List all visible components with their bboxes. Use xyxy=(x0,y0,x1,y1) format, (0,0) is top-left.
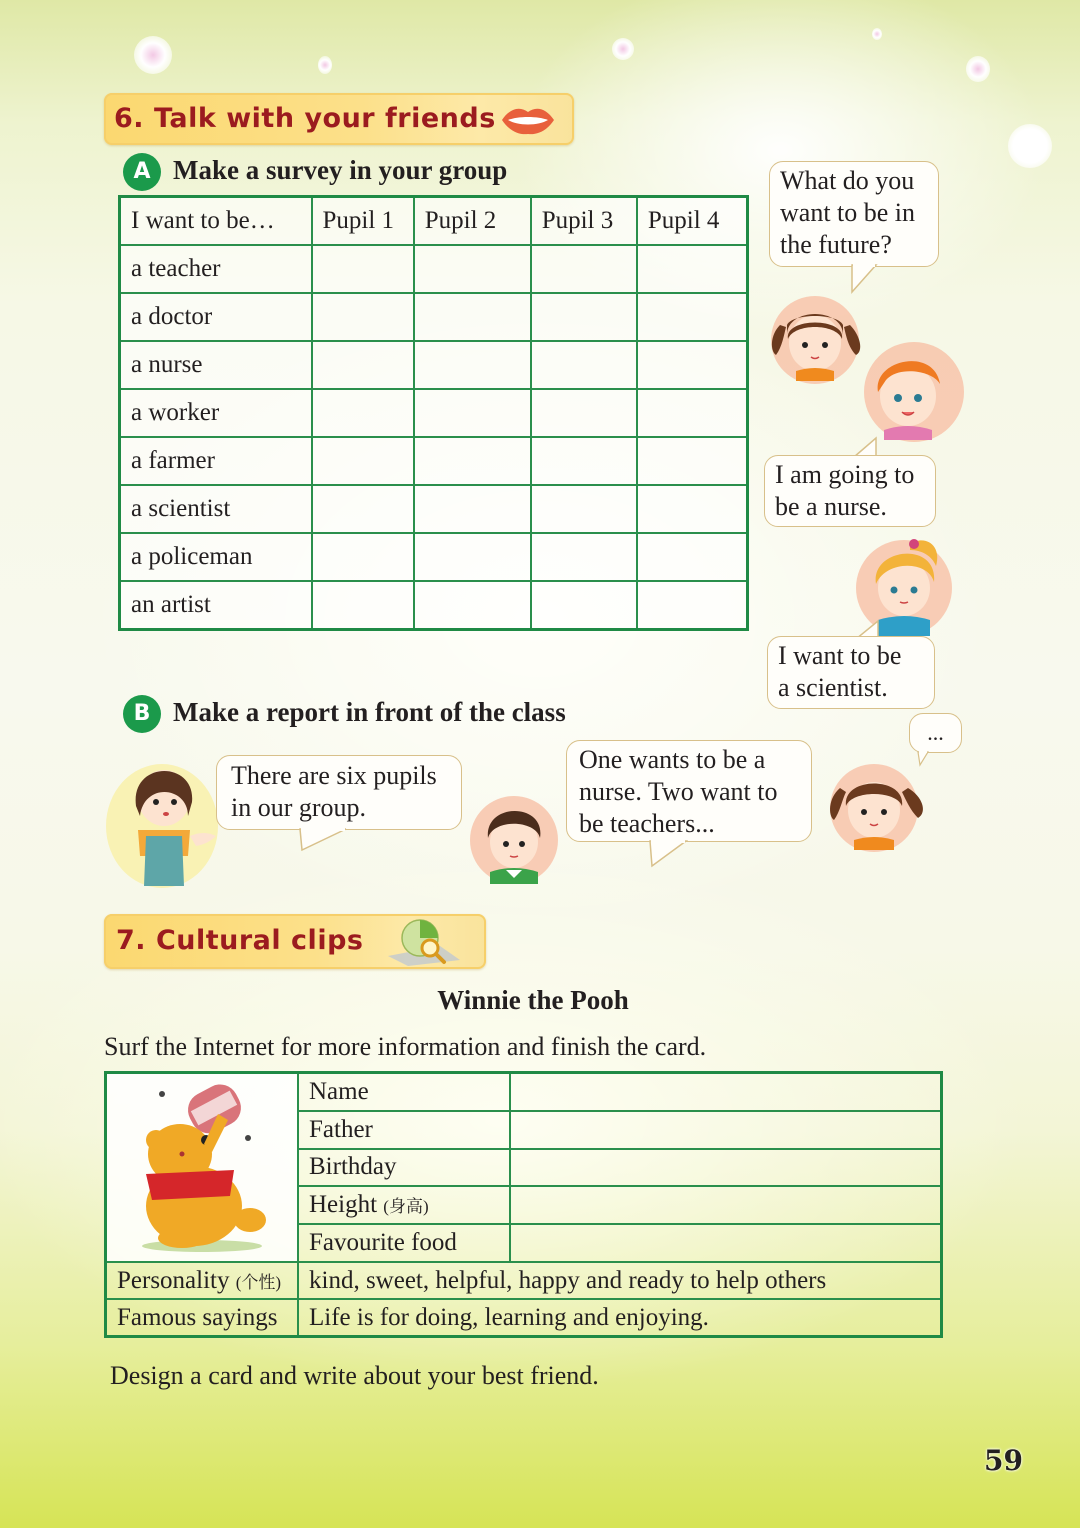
survey-blank-cell[interactable] xyxy=(637,245,748,293)
survey-row xyxy=(120,341,748,389)
section-6-title: 6. Talk with your friends xyxy=(114,103,496,134)
survey-blank-cell[interactable] xyxy=(531,245,637,293)
card-field-label: Father xyxy=(298,1111,510,1149)
survey-row xyxy=(120,437,748,485)
survey-blank-cell[interactable] xyxy=(531,485,637,533)
card-field-label: Name xyxy=(298,1073,510,1111)
survey-blank-cell[interactable] xyxy=(531,581,637,630)
height-label: Height xyxy=(309,1191,378,1219)
survey-blank-cell[interactable] xyxy=(637,533,748,581)
survey-blank-cell[interactable] xyxy=(414,437,531,485)
survey-blank-cell[interactable] xyxy=(312,581,414,630)
lips-icon xyxy=(500,104,556,136)
occupation-cell: a doctor xyxy=(120,293,312,341)
bubble-line: I am going to xyxy=(775,460,915,489)
speech-bubble-report xyxy=(566,740,812,842)
personality-label-cn: (个性) xyxy=(235,1272,282,1292)
occupation-cell: an artist xyxy=(120,581,312,630)
bubble-line: be teachers... xyxy=(579,809,715,838)
survey-blank-cell[interactable] xyxy=(637,437,748,485)
survey-blank-cell[interactable] xyxy=(312,533,414,581)
occupation-cell: a scientist xyxy=(120,485,312,533)
survey-blank-cell[interactable] xyxy=(637,485,748,533)
survey-blank-cell[interactable] xyxy=(531,341,637,389)
survey-header: I want to be… xyxy=(120,197,312,246)
part-b-badge: B xyxy=(123,695,161,733)
footer-task: Design a card and write about your best friend. xyxy=(110,1361,599,1390)
personality-label: Personality xyxy=(117,1266,230,1294)
survey-row xyxy=(120,245,748,293)
survey-row xyxy=(120,293,748,341)
bubble-line: in our group. xyxy=(231,793,367,822)
survey-header-row xyxy=(120,197,748,246)
occupation-cell: a teacher xyxy=(120,245,312,293)
survey-blank-cell[interactable] xyxy=(414,341,531,389)
sayings-value: Life is for doing, learning and enjoying. xyxy=(298,1299,942,1337)
girl-avatar xyxy=(818,758,934,854)
occupation-cell: a policeman xyxy=(120,533,312,581)
bubble-line: One wants to be a xyxy=(579,745,766,774)
survey-row xyxy=(120,581,748,630)
card-row xyxy=(106,1262,942,1299)
personality-label-cell xyxy=(106,1262,299,1299)
bubble-line: a scientist. xyxy=(778,673,888,702)
globe-magnifier-icon xyxy=(384,916,464,968)
survey-blank-cell[interactable] xyxy=(637,581,748,630)
bubble-line: What do you xyxy=(780,166,915,195)
decorative-dot xyxy=(1008,124,1052,168)
part-a-badge: A xyxy=(123,153,161,191)
survey-blank-cell[interactable] xyxy=(531,533,637,581)
survey-blank-cell[interactable] xyxy=(312,245,414,293)
card-field-label: Birthday xyxy=(298,1149,510,1187)
survey-blank-cell[interactable] xyxy=(414,293,531,341)
bubble-line: I want to be xyxy=(778,641,902,670)
bubble-line: ... xyxy=(927,720,944,745)
personality-value: kind, sweet, helpful, happy and ready to help others xyxy=(298,1262,942,1299)
bubble-tail xyxy=(648,840,688,868)
decorative-dot xyxy=(318,56,332,74)
speech-bubble-question xyxy=(769,161,939,267)
card-field-value[interactable] xyxy=(510,1186,942,1224)
survey-header: Pupil 1 xyxy=(312,197,414,246)
card-field-label: Favourite food xyxy=(298,1224,510,1262)
decorative-dot xyxy=(966,56,990,82)
part-a-title: Make a survey in your group xyxy=(173,155,508,185)
survey-blank-cell[interactable] xyxy=(531,293,637,341)
survey-row xyxy=(120,533,748,581)
decorative-dot xyxy=(134,36,172,74)
bubble-line: There are six pupils xyxy=(231,761,437,790)
bubble-tail xyxy=(298,828,348,852)
card-row xyxy=(106,1299,942,1337)
survey-header: Pupil 2 xyxy=(414,197,531,246)
boy-avatar xyxy=(858,340,972,442)
bubble-line: be a nurse. xyxy=(775,492,887,521)
survey-blank-cell[interactable] xyxy=(414,533,531,581)
card-instruction: Surf the Internet for more information and finish the card. xyxy=(104,1032,707,1061)
card-title: Winnie the Pooh xyxy=(437,985,629,1015)
survey-blank-cell[interactable] xyxy=(312,341,414,389)
survey-blank-cell[interactable] xyxy=(312,293,414,341)
bubble-line: want to be in xyxy=(780,198,916,227)
winnie-the-pooh-image xyxy=(122,1074,282,1254)
speech-bubble-six-pupils xyxy=(216,755,462,830)
survey-blank-cell[interactable] xyxy=(414,245,531,293)
survey-header: Pupil 3 xyxy=(531,197,637,246)
occupation-cell: a farmer xyxy=(120,437,312,485)
card-row xyxy=(106,1073,942,1111)
bubble-line: nurse. Two want to xyxy=(579,777,778,806)
part-b-title: Make a report in front of the class xyxy=(173,697,566,727)
card-field-value[interactable] xyxy=(510,1149,942,1187)
speech-bubble-ellipsis xyxy=(909,713,962,753)
boy-avatar xyxy=(462,794,566,884)
survey-blank-cell[interactable] xyxy=(312,437,414,485)
occupation-cell: a nurse xyxy=(120,341,312,389)
survey-blank-cell[interactable] xyxy=(414,485,531,533)
survey-blank-cell[interactable] xyxy=(414,581,531,630)
survey-blank-cell[interactable] xyxy=(637,389,748,437)
survey-blank-cell[interactable] xyxy=(531,437,637,485)
decorative-dot xyxy=(612,38,634,60)
girl-avatar xyxy=(760,295,872,385)
pooh-image-cell xyxy=(106,1073,299,1263)
survey-header: Pupil 4 xyxy=(637,197,748,246)
decorative-dot xyxy=(872,28,882,40)
speech-bubble-nurse xyxy=(764,455,936,527)
survey-blank-cell[interactable] xyxy=(312,389,414,437)
survey-row xyxy=(120,485,748,533)
survey-table xyxy=(118,195,749,631)
survey-row xyxy=(120,389,748,437)
card-field-value[interactable] xyxy=(510,1111,942,1149)
page-number: 59 xyxy=(984,1444,1023,1477)
bubble-line: the future? xyxy=(780,230,892,259)
survey-blank-cell[interactable] xyxy=(637,341,748,389)
survey-blank-cell[interactable] xyxy=(414,389,531,437)
height-label-cn: (身高) xyxy=(383,1197,429,1217)
bubble-tail xyxy=(848,264,882,294)
speech-bubble-scientist xyxy=(767,636,935,709)
card-field-value[interactable] xyxy=(510,1224,942,1262)
winnie-card-table xyxy=(104,1071,943,1338)
survey-blank-cell[interactable] xyxy=(637,293,748,341)
sayings-label: Famous sayings xyxy=(106,1299,299,1337)
survey-blank-cell[interactable] xyxy=(531,389,637,437)
survey-blank-cell[interactable] xyxy=(312,485,414,533)
occupation-cell: a worker xyxy=(120,389,312,437)
reporting-girl-illustration xyxy=(104,756,222,890)
card-field-value[interactable] xyxy=(510,1073,942,1111)
section-7-title: 7. Cultural clips xyxy=(116,925,364,956)
card-field-label xyxy=(298,1186,510,1224)
